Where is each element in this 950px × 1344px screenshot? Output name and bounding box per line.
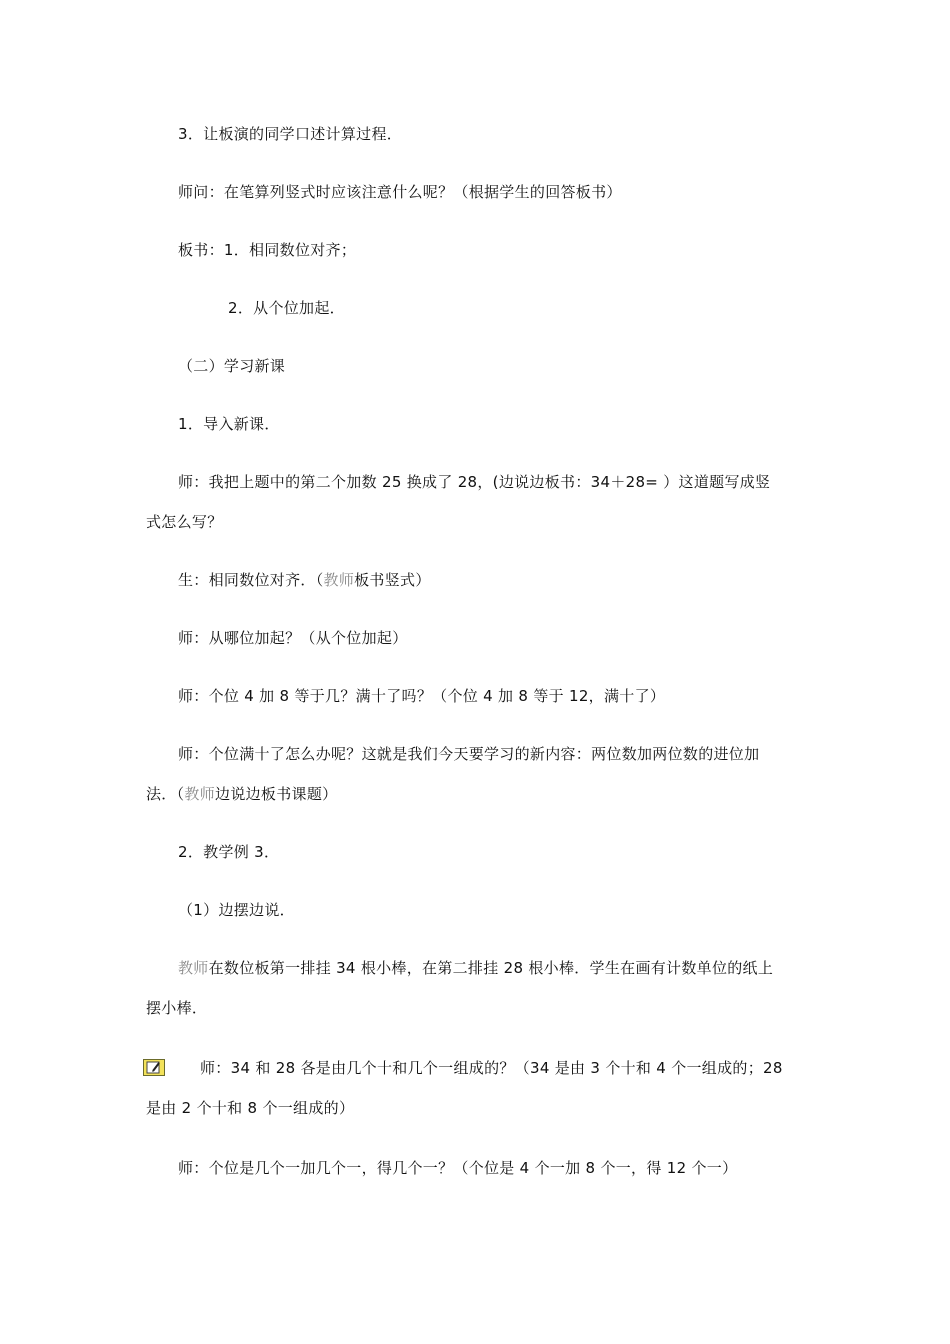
- text-segment-gray: 教师: [323, 571, 355, 589]
- paragraph-teacher-question: 师问：在笔算列竖式时应该注意什么呢？（根据学生的回答板书）: [178, 183, 622, 201]
- paragraph-teacher-replace-line1: 师：我把上题中的第二个加数 25 换成了 28，(边说边板书：34＋28= ）这道题写成竖: [178, 473, 771, 491]
- paragraph-introduce: 1．导入新课．: [178, 415, 280, 433]
- text-segment-gray: 教师: [178, 959, 209, 977]
- paragraph-ones-sum: 师：个位 4 加 8 等于几？满十了吗？（个位 4 加 8 等于 12，满十了）: [178, 687, 666, 705]
- text-segment: 板书竖式）: [354, 571, 431, 589]
- text-segment-gray: 教师: [184, 785, 216, 803]
- paragraph-teacher-replace-line2: 式怎么写？: [146, 513, 223, 531]
- text-segment: 在数位板第一排挂 34 根小棒，在第二排挂 28 根小棒．学生在画有计数单位的纸上: [208, 959, 774, 977]
- paragraph-sticks-line1: [178, 958, 773, 978]
- paragraph-carry-line1: 师：个位满十了怎么办呢？这就是我们今天要学习的新内容：两位数加两位数的进位加: [178, 745, 760, 763]
- paragraph-arrange-say: （1）边摆边说．: [178, 901, 295, 919]
- text-segment: 边说边板书课题）: [215, 785, 338, 803]
- paragraph-which-place: 师：从哪位加起？（从个位加起）: [178, 629, 408, 647]
- paragraph-step-3: 3．让板演的同学口述计算过程．: [178, 125, 403, 143]
- paragraph-student-align: [178, 570, 431, 590]
- edit-note-icon: [143, 1059, 165, 1076]
- paragraph-blackboard-2: 2．从个位加起．: [228, 299, 345, 317]
- paragraph-blackboard-1: 板书：1．相同数位对齐；: [178, 241, 357, 259]
- paragraph-composition-line2: 是由 2 个十和 8 个一组成的）: [146, 1099, 355, 1117]
- section-heading-new-lesson: （二）学习新课: [178, 357, 286, 375]
- paragraph-composition-line1: 师：34 和 28 各是由几个十和几个一组成的？（34 是由 3 个十和 4 个一组成的；28: [200, 1059, 783, 1077]
- paragraph-sticks-line2: 摆小棒．: [146, 999, 208, 1017]
- paragraph-carry-line2: [146, 784, 337, 804]
- paragraph-ones-count: 师：个位是几个一加几个一，得几个一？（个位是 4 个一加 8 个一，得 12 个一）: [178, 1159, 738, 1177]
- text-segment: 法．（: [146, 785, 185, 803]
- paragraph-example-3: 2．教学例 3．: [178, 843, 280, 861]
- text-segment: 生：相同数位对齐．（: [178, 571, 324, 589]
